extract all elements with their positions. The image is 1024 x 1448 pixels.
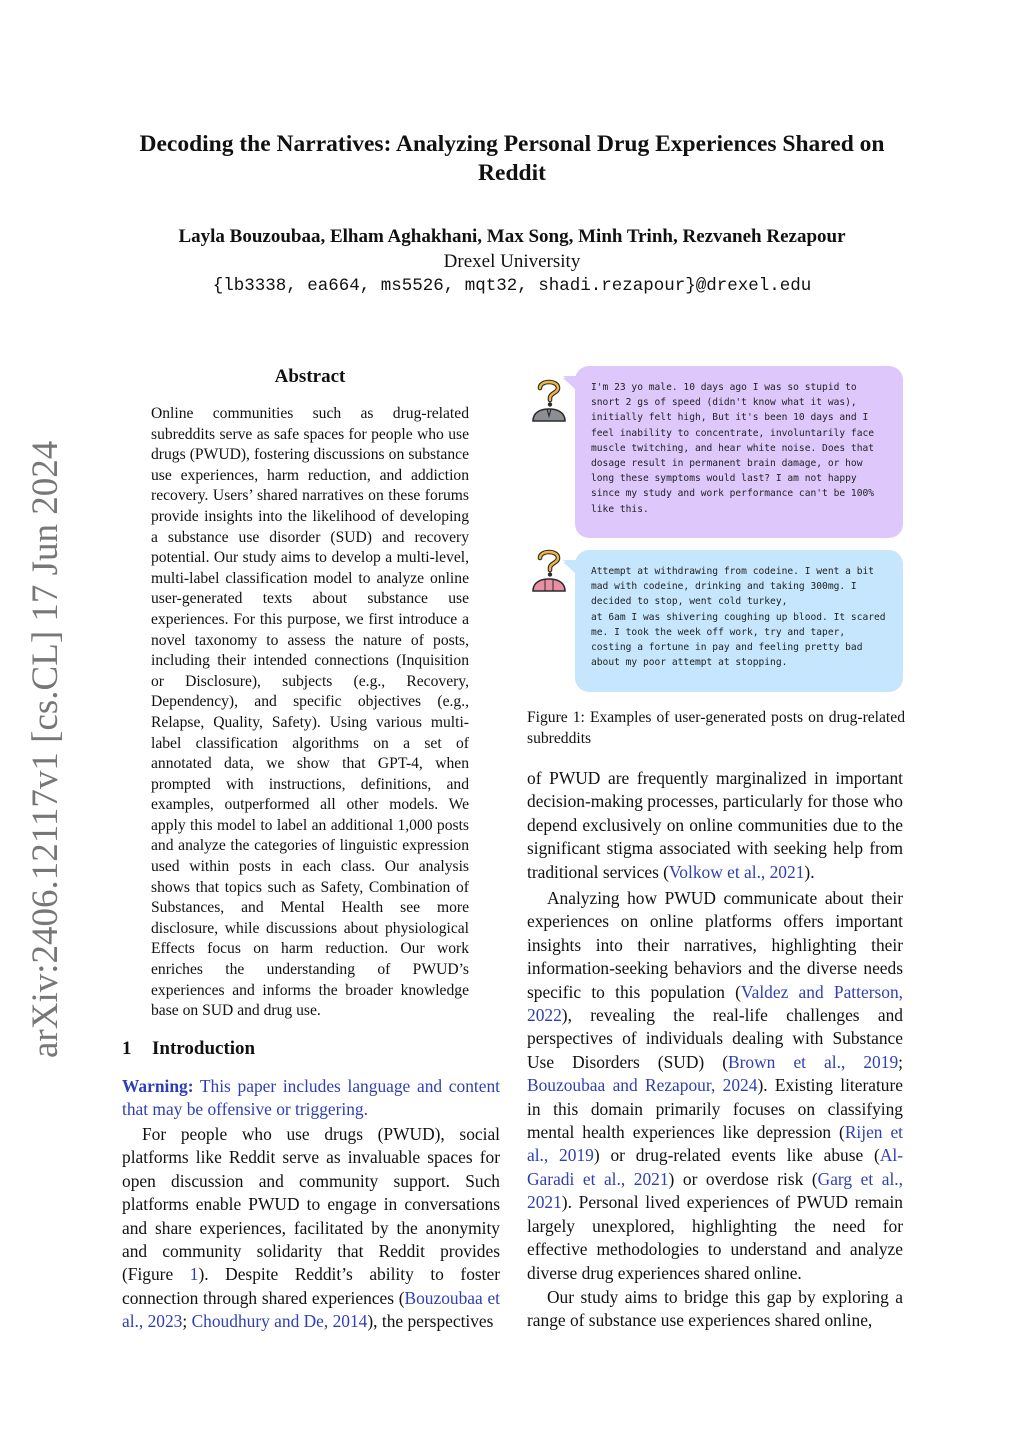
paragraph-text: For people who use drugs (PWUD), social platforms like Reddit serve as invaluable spaces for open discussion and community support. Such platforms enable PWUD to engage in conversations and share experiences, facilitated by the anonymity and community solidarity that Reddit provides (Figure [122,1124,500,1285]
paragraph-text: ) or overdose risk ( [668,1168,818,1189]
content-warning [122,1075,500,1122]
citation-link[interactable]: Brown et al., 2019 [728,1051,899,1072]
author-emails: {lb3338, ea664, ms5526, mqt32, shadi.rezapour}@drexel.edu [212,276,812,296]
citation-link[interactable]: Valdez and Patterson, 2022 [527,981,903,1026]
section-title: Introduction [152,1038,256,1059]
citation-link[interactable]: Volkow et al., 2021 [668,861,805,882]
post-text-line-1: Attempt at withdrawing from codeine. I went a bit mad with codeine, drinking and taking 300mg. I decided to stop, went cold turkey, [591,566,875,608]
warning-label: Warning: [122,1076,194,1096]
warning-text: This paper includes language and content that may be offensive or triggering. [122,1076,500,1120]
paragraph-text: Our study aims to bridge this gap by exploring a range of substance use experiences shared online, [527,1287,903,1331]
right-paragraph-3 [527,1286,903,1333]
paragraph-text: ), revealing the real-life challenges and perspectives of individuals dealing with Substance Use Disorders (SUD) ( [527,1005,903,1072]
citation-link[interactable]: Al-Garadi et al., 2021 [527,1145,904,1189]
title-line-1: Decoding the Narratives: Analyzing Personal Drug Experiences Shared on [139,131,885,157]
paragraph-text: ). Despite Reddit’s ability to foster connection through shared experiences ( [122,1264,500,1308]
intro-paragraph-1 [122,1123,500,1334]
citation-link[interactable]: Bouzoubaa et al., 2023 [122,1287,500,1332]
author-list: Layla Bouzoubaa, Elham Aghakhani, Max Song, Minh Trinh, Rezvaneh Rezapour [178,226,846,247]
arxiv-identifier: arXiv:2406.12117v1 [cs.CL] 17 Jun 2024 [25,440,66,1058]
figure-1 [527,366,907,696]
section-number: 1 [122,1038,132,1059]
section-heading-introduction [122,1038,255,1060]
abstract-text: Online communities such as drug-related subreddits serve as safe spaces for people who use drugs (PWUD), fostering discussions on substance use experiences, harm reduction, and addiction recovery. Users’ shared narratives on these forums provide insights into the likelihood of developing a substance use disorder (SUD) and recovery potential. Our study aims to develop a multi-level, multi-label classification model to analyze online user-generated texts about substance use experiences. For this purpose, we first introduce a novel taxonomy to assess the nature of posts, including their intended connections (Inquisition or Disclosure), subjects (e.g., Recovery, Dependency), and specific objectives (e.g., Relapse, Quality, Safety). Using various multi-label classification algorithms on a set of annotated data, we show that GPT-4, when prompted with instructions, definitions, and examples, outperformed all other models. We apply this model to label an additional 1,000 posts and analyze the categories of linguistic expression used within posts in each class. Our analysis shows that topics such as Safety, Combination of Substances, and Mental Health see more disclosure, while discussions about physiological Effects focus on harm reduction. Our work enriches the understanding of PWUD’s experiences and informs the broader knowledge base on SUD and drug use. [151,405,469,1020]
citation-link[interactable]: Choudhury and De, 2014 [191,1311,368,1332]
post-text: I'm 23 yo male. 10 days ago I was so stupid to snort 2 gs of speed (didn't know what it was), initially felt high, But it's been 10 days and I feel inability to concentrate, involuntarily face muscle twitching, and hear white noise. Does that dosage result in permanent brain damage, or how long these symptoms would last? I am not happy since my study and work performance can't be 100% like this. [591,382,875,515]
user-post-bubble-2 [575,550,903,692]
affiliation: Drexel University [443,251,581,272]
paragraph-text: ) or drug-related events like abuse ( [593,1145,880,1166]
paragraph-text: ; [898,1051,903,1072]
citation-link[interactable]: Garg et al., 2021 [527,1168,903,1213]
paragraph-text: of PWUD are frequently marginalized in important decision-making processes, particularly for those who depend exclusively on online communities due to the significant stigma associated with seeking help from traditional services ( [527,768,903,882]
post-text-line-2: at 6am I was shivering coughing up blood. It scared me. I took the week off work, try and taper, costing a fortune in pay and feeling pretty bad about my poor attempt at stopping. [591,611,886,669]
paragraph-text: ). Personal lived experiences of PWUD remain largely unexplored, highlighting the need for effective methodologies to understand and analyze diverse drug experiences shared online. [527,1192,903,1283]
paragraph-text: ). Existing literature in this domain primarily focuses on classifying mental health experiences like depression ( [527,1075,903,1143]
right-paragraph-2 [527,887,903,1285]
figure-caption: Figure 1: Examples of user-generated posts on drug-related subreddits [527,709,905,747]
right-paragraph-1 [527,767,903,884]
citation-link[interactable]: Rijen et al., 2019 [527,1122,903,1166]
paragraph-text: ; [182,1311,192,1332]
title-line-2: Reddit [478,160,546,186]
paragraph-text: Analyzing how PWUD communicate about their experiences on online platforms offers important insights into their narratives, highlighting their information-seeking behaviors and the diverse needs specific to this population ( [527,888,903,1002]
figure-reference-link[interactable]: 1 [189,1264,199,1285]
abstract-heading: Abstract [274,366,346,387]
citation-link[interactable]: Bouzoubaa and Rezapour, 2024 [527,1075,758,1096]
paragraph-text: ). [804,861,815,882]
paper-title [110,130,914,188]
user-post-bubble-1 [575,366,903,538]
paragraph-text: ), the perspectives [367,1311,494,1332]
